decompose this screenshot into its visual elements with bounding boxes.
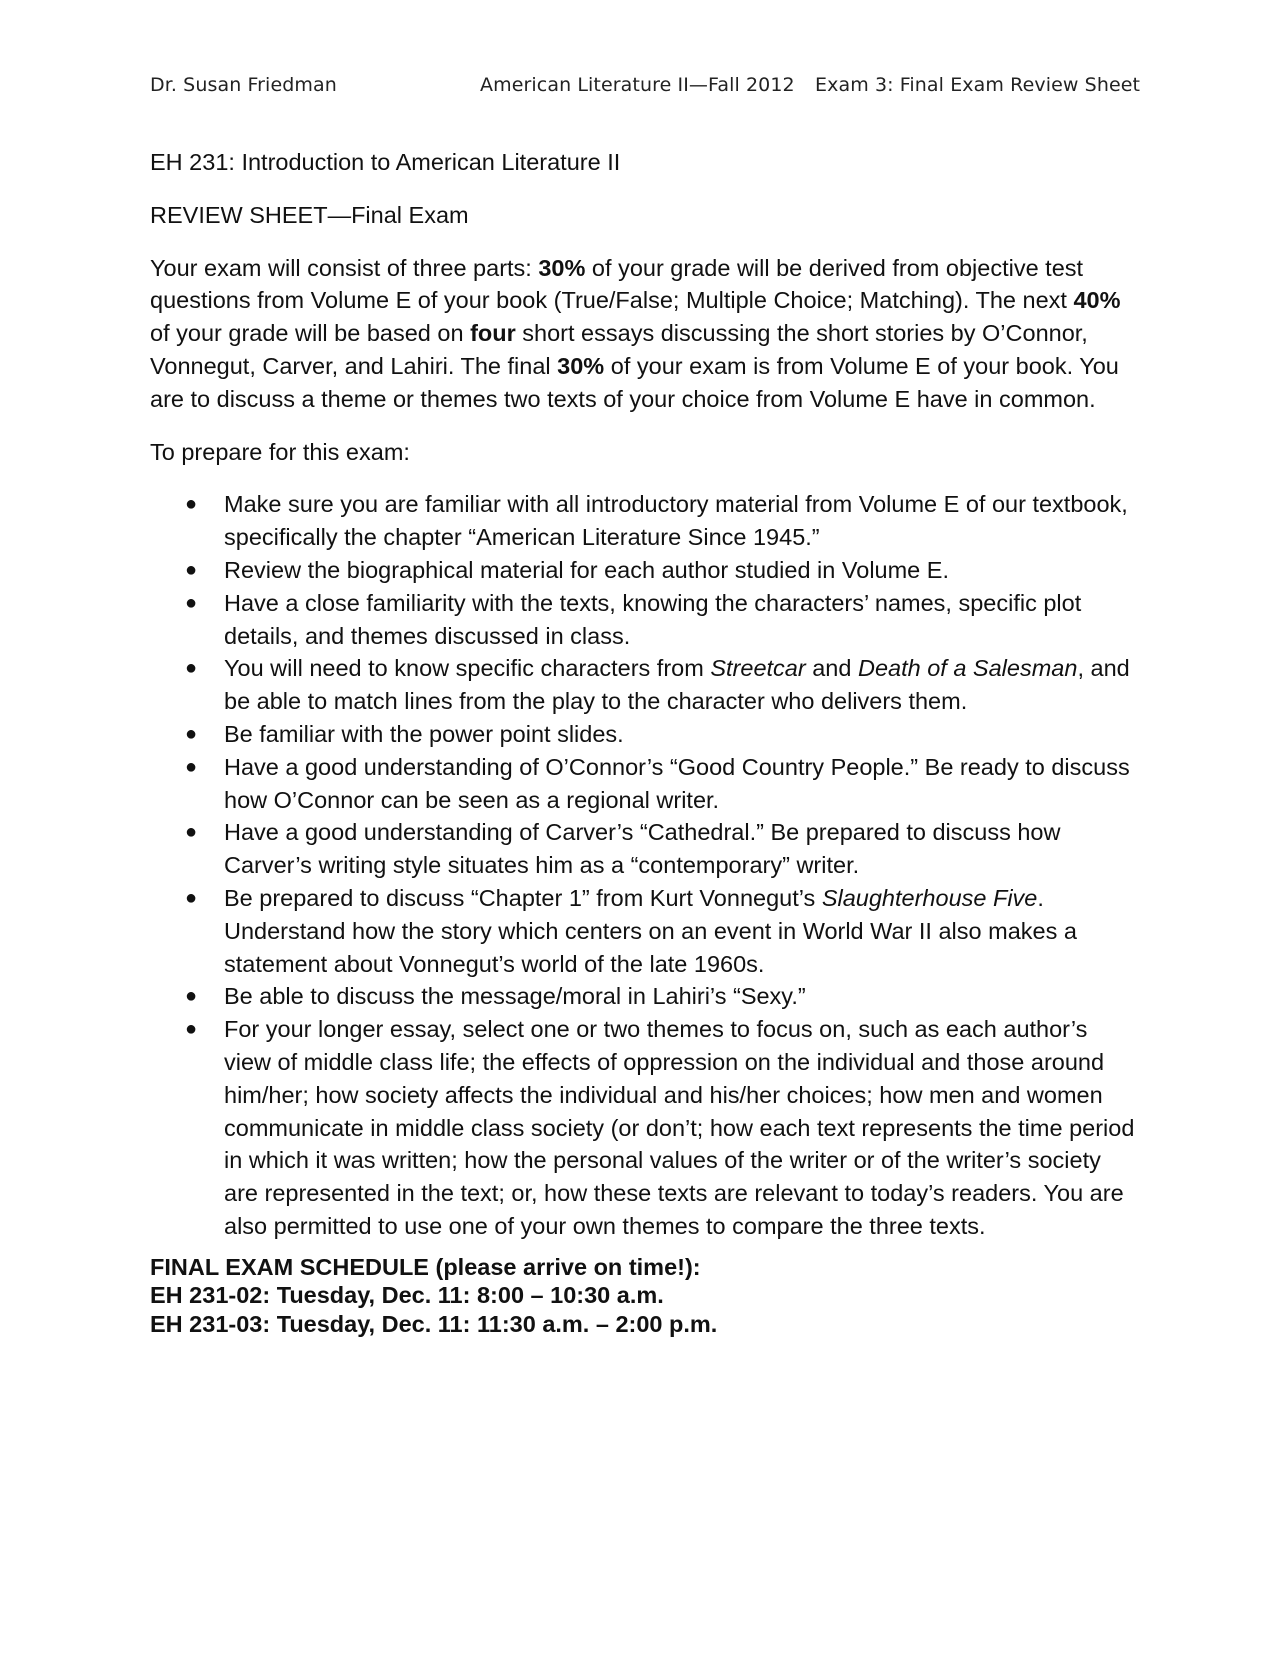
- list-item-text: For your longer essay, select one or two themes to focus on, such as each author’s view of middle class life; the effects of oppression on the individual and those around him/her; how society affects the individual and his/her choices; how men and women communicate in middle class society (or don’t; how each text represents the time period in which it was written; how the personal values of the writer or of the writer’s society are represented in the text; or, how these texts are relevant to today’s readers. You are also permitted to use one of your own themes to compare the three texts.: [224, 1016, 1135, 1239]
- schedule-section-02: EH 231-02: Tuesday, Dec. 11: 8:00 – 10:30 a.m.: [150, 1282, 664, 1309]
- list-item-text: Make sure you are familiar with all introductory material from Volume E of our textbook, specifically the chapter “American Literature Since 1945.”: [224, 491, 1128, 551]
- intro-percent-objective: 30%: [538, 254, 586, 281]
- list-item-text: Have a close familiarity with the texts, knowing the characters’ names, specific plot details, and themes discussed in class.: [224, 589, 1082, 649]
- intro-essay-count: four: [470, 320, 516, 347]
- final-exam-schedule: [150, 1253, 1135, 1339]
- intro-text-3: of your grade will be based on: [150, 320, 471, 347]
- work-title-streetcar: Streetcar: [710, 655, 806, 682]
- list-item: [185, 554, 1135, 587]
- header-instructor: Dr. Susan Friedman: [150, 74, 337, 96]
- bullet-icon: ●: [185, 558, 198, 581]
- bullet-icon: ●: [185, 755, 198, 778]
- list-item-text: Be able to discuss the message/moral in Lahiri’s “Sexy.”: [224, 983, 806, 1010]
- bullet-icon: ●: [185, 821, 198, 844]
- course-title: EH 231: Introduction to American Literature II: [150, 149, 621, 175]
- list-item-text: Be familiar with the power point slides.: [224, 720, 624, 747]
- list-item: [185, 882, 1135, 980]
- document-body: [150, 146, 1135, 1338]
- header-course-term: American Literature II—Fall 2012: [480, 74, 795, 96]
- list-item: [185, 718, 1135, 751]
- review-sheet-title: REVIEW SHEET—Final Exam: [150, 201, 469, 228]
- list-item-text: , and be able to match lines from the play to the character who delivers them.: [224, 655, 1130, 715]
- page-header: [150, 74, 1141, 104]
- intro-text-1: Your exam will consist of three parts:: [150, 254, 539, 281]
- header-exam-label: Exam 3: Final Exam Review Sheet: [815, 74, 1141, 96]
- bullet-icon: ●: [185, 886, 198, 909]
- work-title-death-of-a-salesman: Death of a Salesman: [857, 655, 1078, 682]
- intro-percent-final: 30%: [557, 352, 605, 379]
- bullet-icon: ●: [185, 493, 198, 516]
- list-item-text: . Understand how the story which centers on an event in World War II also makes a statement about Vonnegut’s world of the late 1960s.: [224, 884, 1077, 977]
- bullet-icon: ●: [185, 657, 198, 680]
- list-item: [185, 652, 1135, 718]
- list-item-text: Review the biographical material for each author studied in Volume E.: [224, 556, 949, 583]
- intro-text-4: short essays discussing the short stories by O’Connor, Vonnegut, Carver, and Lahiri. The final: [150, 320, 1088, 379]
- list-item: [185, 1013, 1135, 1243]
- bullet-icon: ●: [185, 591, 198, 614]
- schedule-section-03: EH 231-03: Tuesday, Dec. 11: 11:30 a.m. – 2:00 p.m.: [150, 1310, 718, 1337]
- list-item: [185, 751, 1135, 817]
- list-item: [185, 816, 1135, 882]
- bullet-icon: ●: [185, 985, 198, 1008]
- list-item: [185, 488, 1135, 554]
- exam-overview-paragraph: [150, 252, 1135, 416]
- list-item-text: and: [805, 655, 858, 682]
- list-item: [185, 587, 1135, 653]
- list-item-text: Have a good understanding of O’Connor’s “Good Country People.” Be ready to discuss how O’Connor can be seen as a regional writer.: [224, 753, 1130, 813]
- list-item-text: You will need to know specific characters from: [224, 655, 711, 682]
- prepare-label: To prepare for this exam:: [150, 438, 410, 465]
- intro-text-5: of your exam is from Volume E of your book. You are to discuss a theme or themes two texts of your choice from Volume E have in common.: [150, 352, 1119, 412]
- preparation-list: [150, 488, 1135, 1242]
- list-item: [185, 980, 1135, 1013]
- intro-percent-essays: 40%: [1073, 287, 1121, 314]
- list-item-text: Have a good understanding of Carver’s “Cathedral.” Be prepared to discuss how Carver’s writing style situates him as a “contemporary” writer.: [224, 819, 1061, 879]
- intro-text-2: of your grade will be derived from objective test questions from Volume E of your book (True/False; Multiple Choice; Matching). The next: [150, 254, 1084, 314]
- bullet-icon: ●: [185, 722, 198, 745]
- list-item-text: Be prepared to discuss “Chapter 1” from Kurt Vonnegut’s: [224, 884, 822, 911]
- work-title-slaughterhouse-five: Slaughterhouse Five: [821, 884, 1038, 911]
- bullet-icon: ●: [185, 1018, 198, 1041]
- schedule-heading: FINAL EXAM SCHEDULE (please arrive on time!):: [150, 1253, 701, 1280]
